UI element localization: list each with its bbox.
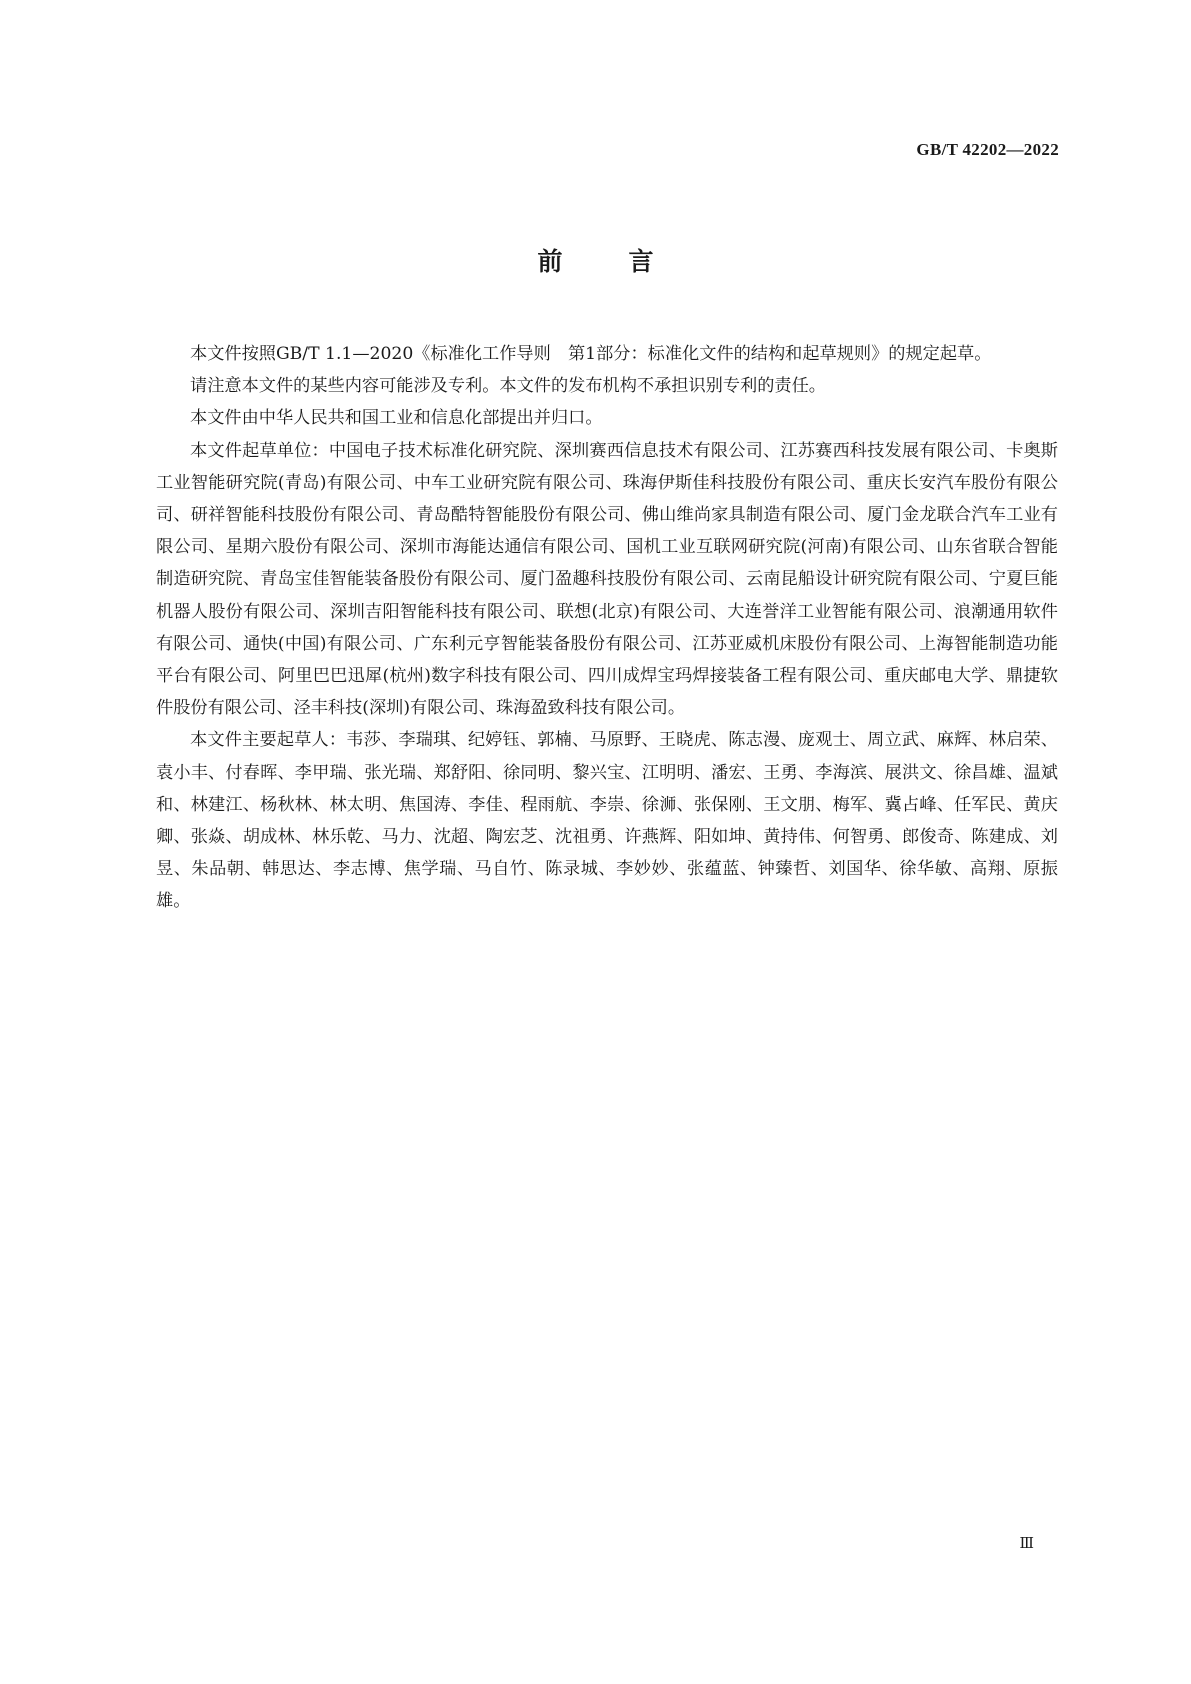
page-title	[0, 242, 1191, 278]
paragraph-proposer: 本文件由中华人民共和国工业和信息化部提出并归口。	[190, 408, 603, 429]
standard-code: GB/T 42202—2022	[916, 140, 1059, 159]
foreword-body	[156, 338, 1058, 918]
title-char-2: 言	[628, 247, 654, 276]
paragraph-drafting-units: 本文件起草单位：中国电子技术标准化研究院、深圳赛西信息技术有限公司、江苏赛西科技发展有限公司、卡奥斯工业智能研究院(青岛)有限公司、中车工业研究院有限公司、珠海伊斯佳科技股份有限公司、重庆长安汽车股份有限公司、研祥智能科技股份有限公司、青岛酷特智能股份有限公司、佛山维尚家具制造有限公司、厦门金龙联合汽车工业有限公司、星期六股份有限公司、深圳市海能达通信有限公司、国机工业互联网研究院(河南)有限公司、山东省联合智能制造研究院、青岛宝佳智能装备股份有限公司、厦门盈趣科技股份有限公司、云南昆船设计研究院有限公司、宁夏巨能机器人股份有限公司、深圳吉阳智能科技有限公司、联想(北京)有限公司、大连誉洋工业智能有限公司、浪潮通用软件有限公司、通快(中国)有限公司、广东利元亨智能装备股份有限公司、江苏亚威机床股份有限公司、上海智能制造功能平台有限公司、阿里巴巴迅犀(杭州)数字科技有限公司、四川成焊宝玛焊接装备工程有限公司、重庆邮电大学、鼎捷软件股份有限公司、泾丰科技(深圳)有限公司、珠海盈致科技有限公司。	[156, 440, 1058, 719]
paragraph-drafters: 本文件主要起草人：韦莎、李瑞琪、纪婷钰、郭楠、马原野、王晓虎、陈志漫、庞观士、周立武、麻辉、林启荣、袁小丰、付春晖、李甲瑞、张光瑞、郑舒阳、徐同明、黎兴宝、江明明、潘宏、王勇、李海滨、展洪文、徐昌雄、温斌和、林建江、杨秋林、林太明、焦国涛、李佳、程雨航、李崇、徐浉、张保刚、王文朋、梅军、冀占峰、任军民、黄庆卿、张焱、胡成林、林乐乾、马力、沈超、陶宏芝、沈祖勇、许燕辉、阳如坤、黄持伟、何智勇、郎俊奇、陈建成、刘昱、朱品朝、韩思达、李志博、焦学瑞、马自竹、陈录城、李妙妙、张蕴蓝、钟臻哲、刘国华、徐华敏、高翔、原振雄。	[156, 730, 1058, 912]
paragraph-patent-notice: 请注意本文件的某些内容可能涉及专利。本文件的发布机构不承担识别专利的责任。	[190, 376, 826, 397]
page-number: Ⅲ	[1019, 1536, 1034, 1552]
paragraph-drafting-rules: 本文件按照GB/T 1.1—2020《标准化工作导则 第1部分：标准化文件的结构和起草规则》的规定起草。	[190, 344, 992, 364]
title-char-1: 前	[537, 247, 563, 276]
